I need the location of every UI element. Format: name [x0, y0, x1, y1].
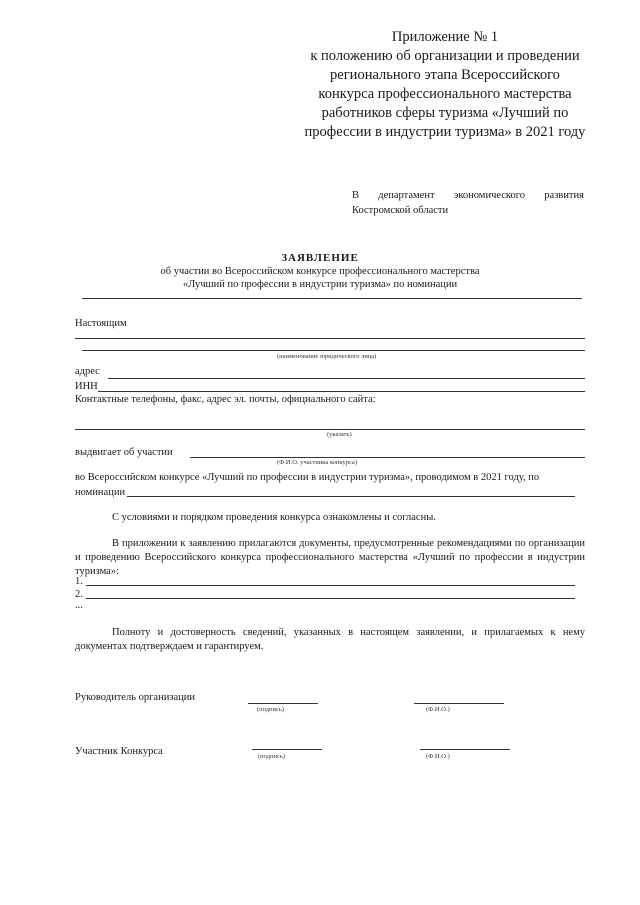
addressee-word: развития — [544, 190, 584, 201]
annex-heading — [300, 28, 590, 142]
participant-caption: (Ф.И.О. участника конкурса) — [277, 459, 357, 466]
attachment-item-2: 2. — [75, 589, 83, 600]
address-label: адрес — [75, 366, 100, 377]
addressee-word: экономического — [453, 190, 526, 201]
nomination-label: номинации — [75, 487, 126, 498]
annex-line-4: конкурса профессионального мастерства — [318, 86, 572, 102]
attachment-item-3: ... — [75, 600, 83, 611]
annex-line-2: к положению об организации и проведении — [310, 48, 580, 64]
attachment-line-2[interactable] — [86, 598, 575, 599]
addressee-line-1 — [352, 190, 584, 201]
annex-line-5: работников сферы туризма «Лучший по — [321, 105, 569, 121]
participant-sign-label: Участник Конкурса — [75, 746, 163, 757]
application-title: ЗАЯВЛЕНИЕ — [281, 252, 359, 264]
org-name-line-1[interactable] — [75, 338, 585, 339]
nominates-label: выдвигает об участии — [75, 447, 173, 458]
addressee-word: В — [352, 190, 360, 201]
head-fio-line[interactable] — [414, 703, 504, 704]
contest-text: во Всероссийском конкурсе «Лучший по профессии в индустрии туризма», проводимом в 2021 году, по — [75, 472, 540, 483]
attachment-item-1: 1. — [75, 576, 83, 587]
head-label: Руководитель организации — [75, 692, 195, 703]
attachment-line-1[interactable] — [86, 585, 575, 586]
org-name-caption: (наименование юридического лица) — [277, 353, 377, 360]
participant-line[interactable] — [190, 457, 585, 458]
participant-signature-caption: (подпись) — [258, 753, 285, 760]
nomination-fill-line[interactable] — [82, 298, 582, 299]
annex-line-1: Приложение № 1 — [391, 29, 499, 45]
annex-line-6: профессии в индустрии туризма» в 2021 году — [304, 124, 586, 140]
confirmation-text: Полноту и достоверность сведений, указанных в настоящем заявлении, и прилагаемых к нему документах подтверждаем и гарантируем. — [75, 627, 585, 652]
participant-signature-line[interactable] — [252, 749, 322, 750]
inn-line[interactable] — [98, 391, 585, 392]
contacts-line[interactable] — [75, 429, 585, 430]
contacts-caption: (указать) — [327, 431, 352, 438]
nomination-line[interactable] — [127, 496, 575, 497]
agreement-text: С условиями и порядком проведения конкурса ознакомлены и согласны. — [112, 512, 436, 523]
attachment-text: В приложении к заявлению прилагаются документы, предусмотренные рекомендациями по организации и проведению Всероссийского конкурса профессионального мастерства «Лучший по профессии в индустрии туризма»: — [75, 538, 585, 577]
annex-line-3: регионального этапа Всероссийского — [330, 67, 560, 83]
address-line[interactable] — [108, 378, 585, 379]
nastoyashchim-label: Настоящим — [75, 318, 127, 329]
head-signature-line[interactable] — [248, 703, 318, 704]
application-subtitle-1: об участии во Всероссийском конкурсе профессионального мастерства — [160, 266, 480, 277]
inn-label: ИНН — [75, 381, 98, 392]
contacts-label: Контактные телефоны, факс, адрес эл. почты, официального сайта: — [75, 394, 376, 405]
participant-fio-line[interactable] — [420, 749, 510, 750]
head-signature-caption: (подпись) — [257, 706, 284, 713]
application-subtitle-2: «Лучший по профессии в индустрии туризма» по номинации — [182, 279, 458, 290]
addressee-line-2: Костромской области — [352, 205, 449, 216]
org-name-line-2[interactable] — [82, 350, 585, 351]
head-fio-caption: (Ф.И.О.) — [426, 706, 450, 713]
addressee-word: департамент — [378, 190, 435, 201]
participant-fio-caption: (Ф.И.О.) — [426, 753, 450, 760]
